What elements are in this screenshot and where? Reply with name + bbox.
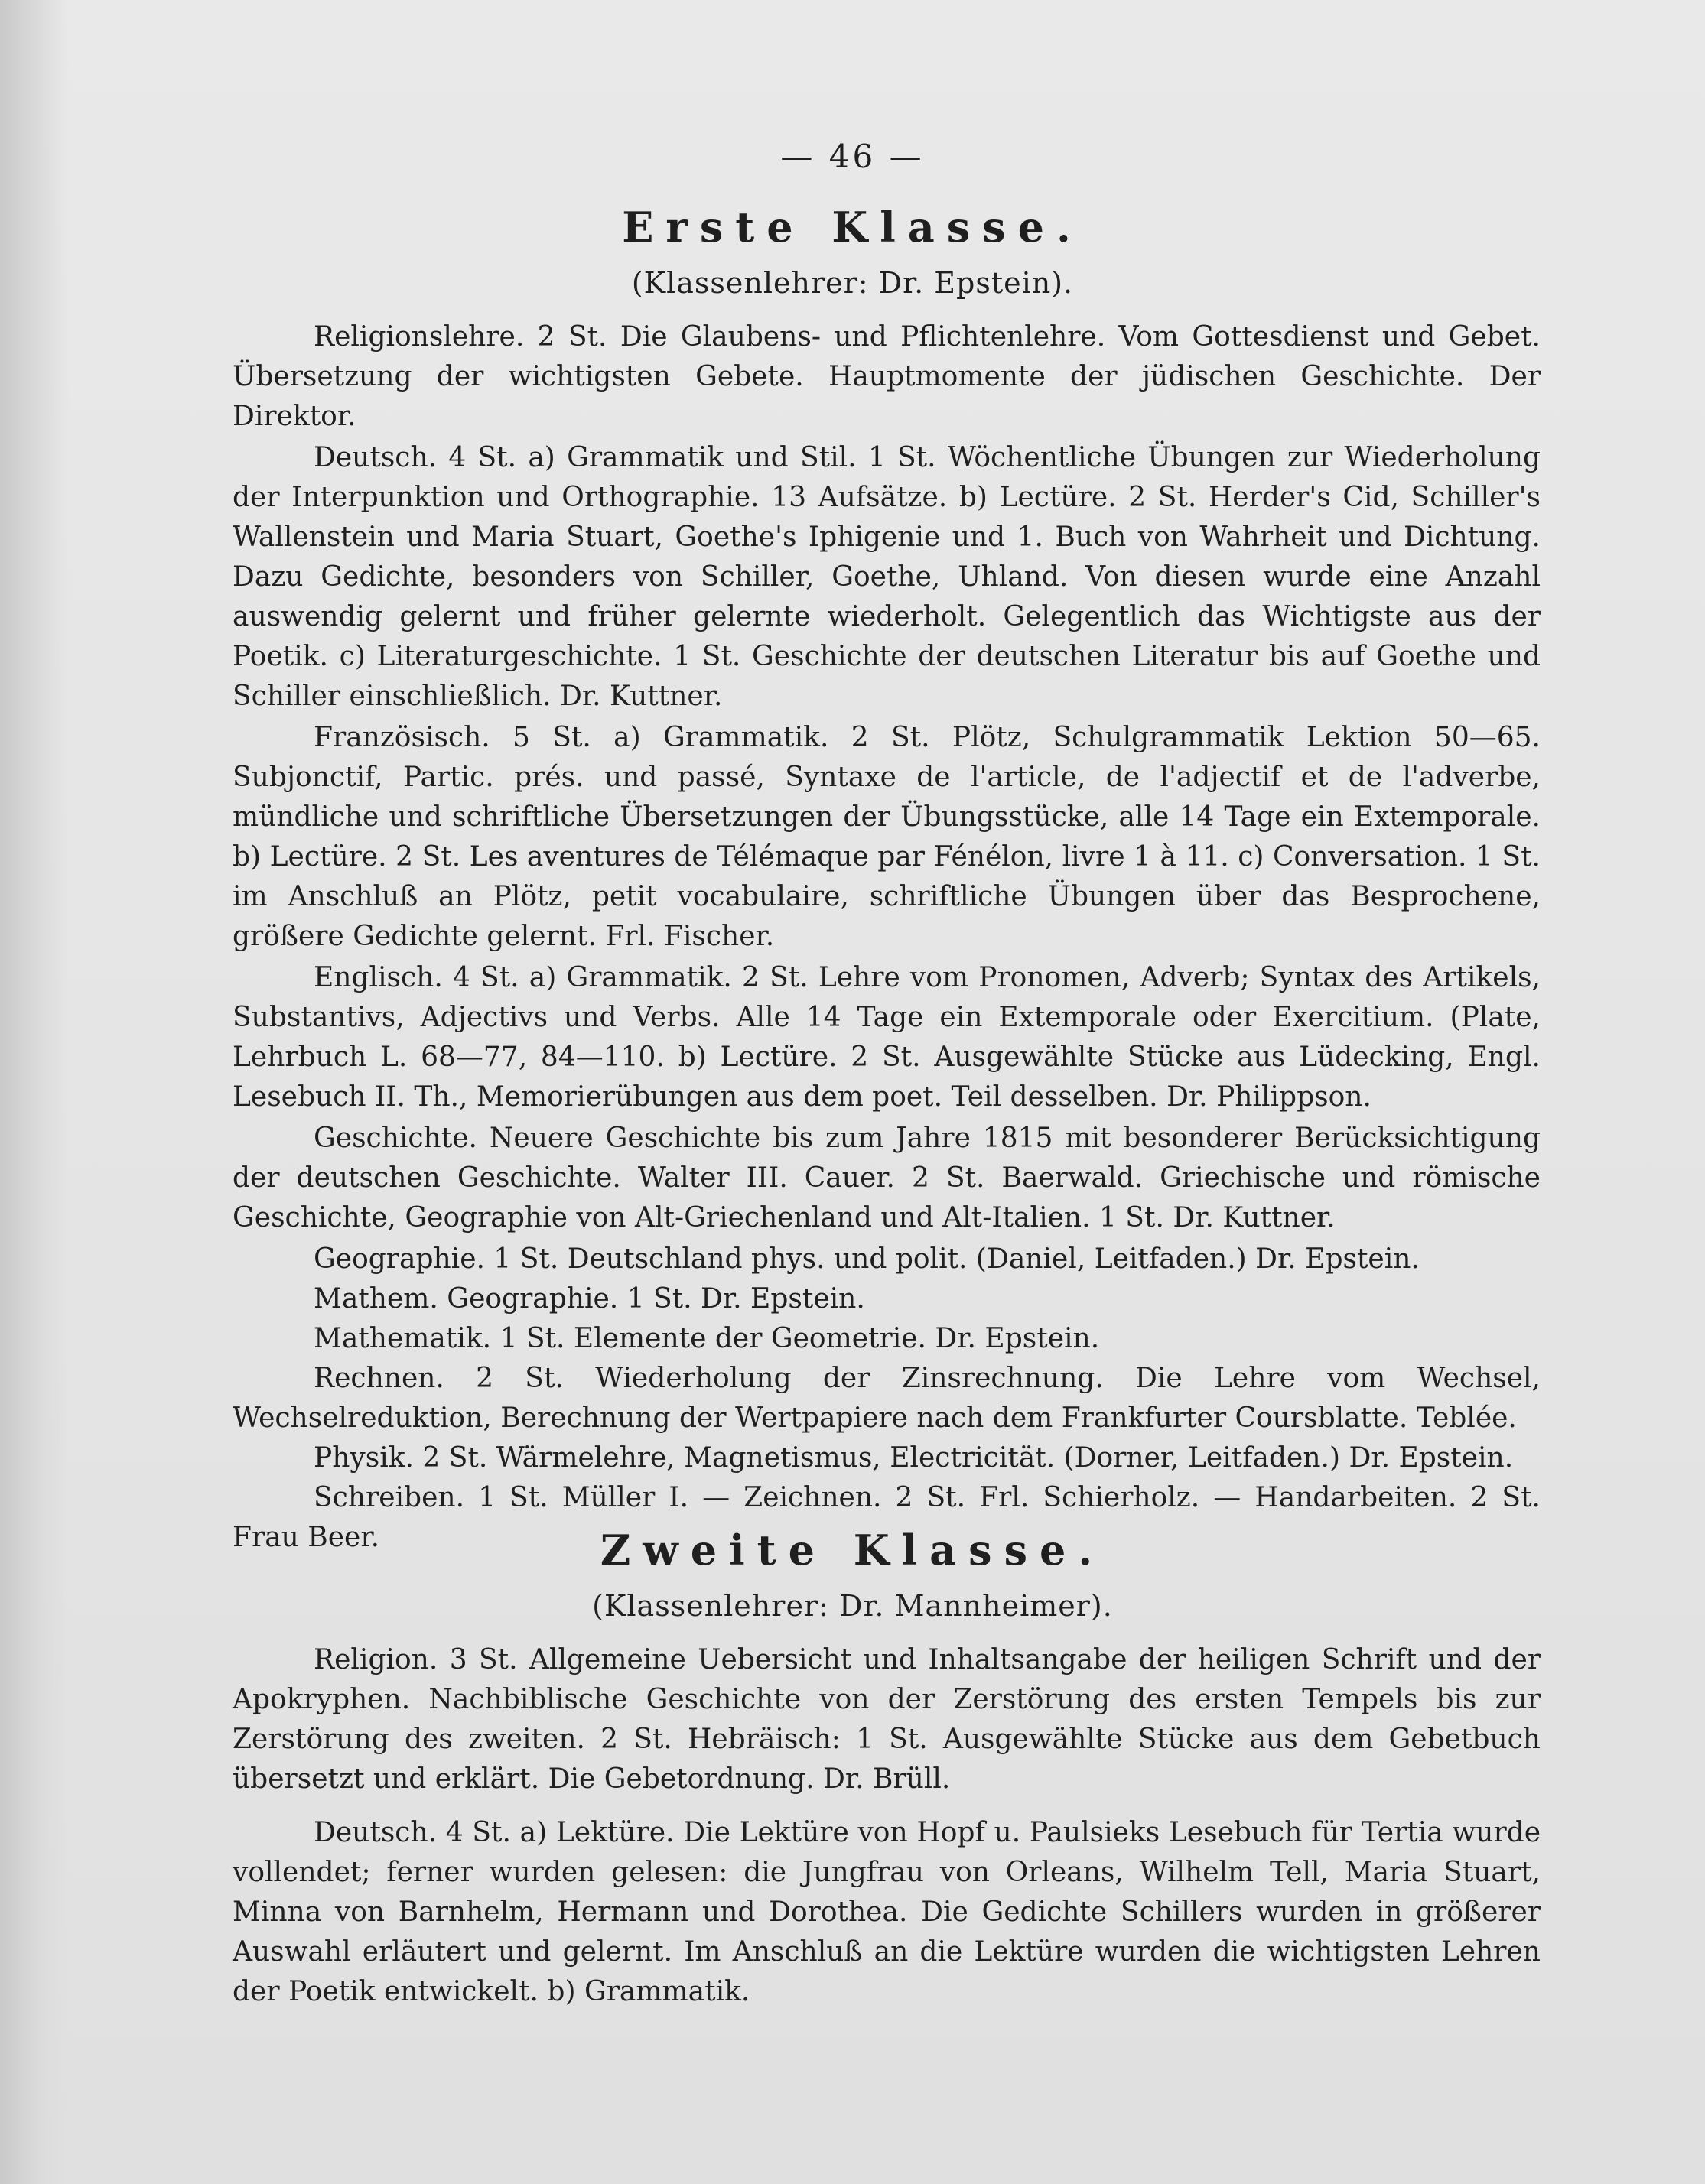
paragraph-deutsch: Deutsch. 4 St. a) Grammatik und Stil. 1 St. Wöchentliche Übungen zur Wiederholung der Interpunktion und Orthographie. 13 Aufsätze. b) Lectüre. 2 St. Herder's Cid, Schiller's Wallenstein und Maria Stuart, Goethe's Iphigenie und 1. Buch von Wahrheit und Dichtung. Dazu Gedichte, besonders von Schiller, Goethe, Uhland. Von diesen wurde eine Anzahl auswendig gelernt und früher gelernte wiederholt. Gelegentlich das Wichtigste aus der Poetik. c) Literaturgeschichte. 1 St. Geschichte der deutschen Literatur bis auf Goethe und Schiller einschließlich. Dr. Kuttner. bbox=[233, 442, 1541, 712]
class-teacher-first: (Klassenlehrer: Dr. Epstein). bbox=[631, 266, 1074, 300]
paragraph-religionslehre: Religionslehre. 2 St. Die Glaubens- und Pflichtenlehre. Vom Gottesdienst und Gebet. Übersetzung der wichtigsten Gebete. Hauptmomente der jüdischen Geschichte. Der Direktor. bbox=[233, 321, 1541, 432]
paragraph-deutsch-second: Deutsch. 4 St. a) Lektüre. Die Lektüre von Hopf u. Paulsieks Lesebuch für Tertia wurde vollendet; ferner wurden gelesen: die Jungfrau von Orleans, Wilhelm Tell, Maria Stuart, Minna von Barnhelm, Hermann und Dorothea. Die Gedichte Schillers wurden in größerer Auswahl erläutert und gelernt. Im Anschluß an die Lektüre wurden die wichtigsten Lehren der Poetik entwickelt. b) Grammatik. bbox=[233, 1817, 1541, 2007]
section-title-second-class: Zweite Klasse. bbox=[600, 1526, 1105, 1575]
second-class-body bbox=[233, 1640, 1541, 2012]
paragraph-mathem-geographie: Mathem. Geographie. 1 St. Dr. Epstein. bbox=[314, 1283, 865, 1315]
page-number: — 46 — bbox=[780, 138, 925, 175]
paragraph-physik: Physik. 2 St. Wärmelehre, Magnetismus, Electricität. (Dorner, Leitfaden.) Dr. Epstein. bbox=[314, 1442, 1514, 1474]
paragraph-franzoesisch: Französisch. 5 St. a) Grammatik. 2 St. Plötz, Schulgrammatik Lektion 50—65. Subjonctif, Partic. prés. und passé, Syntaxe de l'article, de l'adjectif et de l'adverbe, mündliche und schriftliche Übersetzungen der Übungsstücke, alle 14 Tage ein Extemporale. b) Lectüre. 2 St. Les aventures de Télémaque par Fénélon, livre 1 à 11. c) Conversation. 1 St. im Anschluß an Plötz, petit vocabulaire, schriftliche Übungen über das Besprochene, größere Gedichte gelernt. Frl. Fischer. bbox=[233, 722, 1541, 952]
section-title-first-class: Erste Klasse. bbox=[622, 203, 1083, 252]
paragraph-englisch: Englisch. 4 St. a) Grammatik. 2 St. Lehre vom Pronomen, Adverb; Syntax des Artikels, Substantivs, Adjectivs und Verbs. Alle 14 Tage ein Extemporale oder Exercitium. (Plate, Lehrbuch L. 68—77, 84—110. b) Lectüre. 2 St. Ausgewählte Stücke aus Lüdecking, Engl. Lesebuch II. Th., Memorierübungen aus dem poet. Teil desselben. Dr. Philippson. bbox=[233, 962, 1541, 1113]
paragraph-geschichte: Geschichte. Neuere Geschichte bis zum Jahre 1815 mit besonderer Berücksichtigung der deutschen Geschichte. Walter III. Cauer. 2 St. Baerwald. Griechische und römische Geschichte, Geographie von Alt-Griechenland und Alt-Italien. 1 St. Dr. Kuttner. bbox=[233, 1123, 1541, 1233]
page-edge-shadow bbox=[0, 0, 69, 2184]
paragraph-geographie: Geographie. 1 St. Deutschland phys. und polit. (Daniel, Leitfaden.) Dr. Epstein. bbox=[314, 1243, 1420, 1275]
class-teacher-second: (Klassenlehrer: Dr. Mannheimer). bbox=[592, 1589, 1113, 1623]
paragraph-religion: Religion. 3 St. Allgemeine Uebersicht und Inhaltsangabe der heiligen Schrift und der Apokryphen. Nachbiblische Geschichte von der Zerstörung des ersten Tempels bis zur Zerstörung des zweiten. 2 St. Hebräisch: 1 St. Ausgewählte Stücke aus dem Gebetbuch übersetzt und erklärt. Die Gebetordnung. Dr. Brüll. bbox=[233, 1644, 1541, 1795]
first-class-body bbox=[233, 317, 1541, 1558]
paragraph-rechnen: Rechnen. 2 St. Wiederholung der Zinsrechnung. Die Lehre vom Wechsel, Wechselreduktion, Berechnung der Wertpapiere nach dem Frankfurter Coursblatte. Teblée. bbox=[233, 1363, 1541, 1434]
paragraph-schreiben: Schreiben. 1 St. Müller I. — Zeichnen. 2 St. Frl. Schierholz. — Handarbeiten. 2 St. Frau Beer. bbox=[233, 1482, 1541, 1553]
paragraph-mathematik: Mathematik. 1 St. Elemente der Geometrie. Dr. Epstein. bbox=[314, 1323, 1100, 1354]
